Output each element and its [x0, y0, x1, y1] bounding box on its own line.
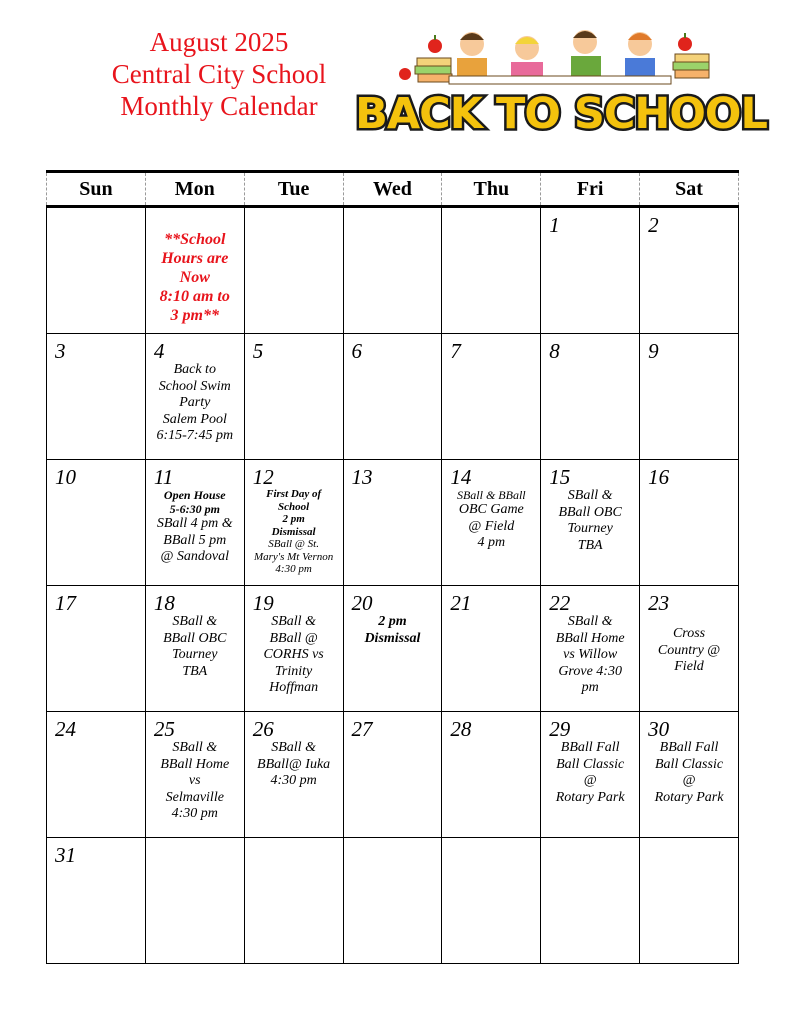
- day-cell-empty: [145, 838, 244, 964]
- day-cell-14: [442, 460, 541, 586]
- date-number: 2: [648, 213, 659, 237]
- day-cell-24: [47, 712, 146, 838]
- day-cell-28: [442, 712, 541, 838]
- day-cell-18: [145, 586, 244, 712]
- event-fall-classic: [642, 740, 736, 806]
- event-line: Ball Classic: [655, 756, 724, 772]
- event-line: BBall@ Iuka: [257, 756, 331, 772]
- date-number: 10: [55, 465, 76, 489]
- date-number: 28: [450, 717, 472, 741]
- week-row-1: [47, 207, 739, 334]
- event-line: Grove 4:30: [558, 663, 622, 679]
- event-line: vs: [188, 773, 201, 788]
- title-calendar: Monthly Calendar: [120, 91, 318, 121]
- event-line: Field: [674, 659, 704, 674]
- event-line: SBall @ St.: [268, 538, 319, 550]
- event-open-house: [148, 488, 242, 566]
- weekday-thu: Thu: [442, 172, 541, 207]
- event-line: Party: [179, 395, 211, 410]
- day-cell-29: [541, 712, 640, 838]
- event-line: 6:15-7:45 pm: [156, 428, 234, 443]
- event-line: 4:30 pm: [171, 806, 218, 821]
- day-cell-empty: [343, 838, 442, 964]
- date-number: 22: [549, 591, 571, 615]
- event-line: Selmaville: [165, 789, 224, 805]
- date-number: 8: [549, 339, 560, 363]
- event-line: SBall &: [271, 740, 316, 755]
- event-line: School: [278, 500, 310, 513]
- date-number: 26: [252, 717, 274, 741]
- day-cell-empty: [640, 838, 739, 964]
- weekday-sat: Sat: [640, 172, 739, 207]
- event-line: SBall 4 pm &: [156, 516, 233, 531]
- day-cell-9: [640, 334, 739, 460]
- event-line: 2 pm: [378, 614, 407, 629]
- event-swim-party: [148, 362, 242, 445]
- date-number: 11: [153, 465, 174, 489]
- day-cell-27: [343, 712, 442, 838]
- event-line: Mary's Mt Vernon: [253, 550, 334, 563]
- note-line: Now: [179, 269, 210, 286]
- event-line: @ Field: [468, 518, 515, 534]
- weekday-fri: Fri: [541, 172, 640, 207]
- event-line: Open House: [163, 488, 226, 502]
- weekday-sun: Sun: [47, 172, 146, 207]
- note-line: **School: [164, 231, 226, 248]
- kids-reading-icon: [449, 30, 671, 84]
- day-cell-8: [541, 334, 640, 460]
- date-number: 1: [549, 213, 560, 237]
- day-cell-empty: [442, 838, 541, 964]
- event-line: @: [682, 773, 696, 788]
- date-number: 23: [648, 591, 670, 615]
- event-line: TBA: [577, 537, 603, 553]
- books-left-icon: [399, 35, 452, 82]
- date-number: 13: [351, 465, 373, 489]
- event-line: 4:30 pm: [275, 563, 312, 575]
- day-cell-21: [442, 586, 541, 712]
- event-line: BBall OBC: [558, 504, 622, 520]
- day-cell-empty: [442, 207, 541, 334]
- week-row-6: [47, 838, 739, 964]
- day-cell-4: [145, 334, 244, 460]
- day-cell-5: [244, 334, 343, 460]
- day-cell-23: [640, 586, 739, 712]
- date-number: 3: [55, 339, 66, 363]
- event-line: OBC Game: [458, 502, 524, 517]
- event-fall-classic: [543, 740, 637, 806]
- week-row-2: [47, 334, 739, 460]
- note-line: 3 pm**: [170, 307, 219, 324]
- title-school: Central City School: [111, 59, 327, 89]
- event-line: Dismissal: [271, 525, 316, 538]
- weekday-tue: Tue: [244, 172, 343, 207]
- day-cell-30: [640, 712, 739, 838]
- event-line: Dismissal: [364, 630, 421, 646]
- day-cell-3: [47, 334, 146, 460]
- event-line: vs Willow: [563, 647, 618, 662]
- date-number: 6: [351, 339, 363, 363]
- event-line: SBall &: [172, 614, 218, 629]
- event-line: Country @: [657, 642, 721, 658]
- day-cell-empty: [244, 207, 343, 334]
- day-cell-2: [640, 207, 739, 334]
- event-corhs-game: [247, 614, 341, 697]
- day-cell-12: [244, 460, 343, 586]
- school-hours-note: [148, 230, 242, 325]
- date-number: 19: [252, 591, 274, 615]
- day-cell-6: [343, 334, 442, 460]
- date-number: 20: [351, 591, 373, 615]
- event-line: Rotary Park: [555, 789, 625, 805]
- day-cell-empty: [244, 838, 343, 964]
- event-line: SBall &: [567, 488, 613, 503]
- day-cell-7: [442, 334, 541, 460]
- event-line: SBall &: [172, 740, 218, 755]
- day-cell-25: [145, 712, 244, 838]
- event-line: 5-6:30 pm: [169, 502, 220, 516]
- day-cell-1: [541, 207, 640, 334]
- event-cross-country: [642, 626, 736, 676]
- event-obc-game: [444, 488, 538, 552]
- event-line: Tourney: [567, 521, 613, 536]
- date-number: 5: [252, 339, 264, 363]
- week-row-3: [47, 460, 739, 586]
- week-row-5: [47, 712, 739, 838]
- event-line: BBall OBC: [163, 630, 227, 646]
- day-cell-13: [343, 460, 442, 586]
- event-line: Rotary Park: [654, 789, 724, 805]
- back-to-school-banner: [355, 22, 767, 142]
- books-right-icon: [673, 33, 709, 78]
- event-line: BBall Home: [555, 630, 625, 646]
- event-obc-tourney: [543, 488, 637, 554]
- date-number: 18: [153, 591, 175, 615]
- day-cell-17: [47, 586, 146, 712]
- note-line: Hours are: [161, 250, 229, 267]
- date-number: 25: [153, 717, 175, 741]
- event-line: SBall &: [567, 614, 613, 629]
- week-row-4: [47, 586, 739, 712]
- date-number: 31: [55, 843, 76, 867]
- date-number: 15: [549, 465, 571, 489]
- day-cell-empty: [47, 207, 146, 334]
- date-number: 24: [55, 717, 76, 741]
- event-line: Salem Pool: [162, 411, 227, 427]
- day-cell-19: [244, 586, 343, 712]
- day-cell-11: [145, 460, 244, 586]
- event-line: 4:30 pm: [270, 773, 317, 788]
- event-iuka-game: [247, 740, 341, 790]
- calendar-title: [80, 26, 358, 122]
- day-cell-22: [541, 586, 640, 712]
- weekday-mon: Mon: [145, 172, 244, 207]
- event-line: Back to: [173, 362, 216, 377]
- banner-lettering: [355, 89, 767, 139]
- weekday-header-row: [47, 172, 739, 207]
- event-line: BBall Home: [160, 756, 230, 772]
- date-number: 4: [153, 339, 165, 363]
- date-number: 14: [450, 465, 472, 489]
- day-cell-15: [541, 460, 640, 586]
- event-line: BBall @: [269, 630, 318, 646]
- event-line: TBA: [182, 663, 208, 679]
- event-line: SBall &: [271, 614, 316, 629]
- day-cell-empty: [541, 838, 640, 964]
- event-line: Cross: [672, 626, 706, 641]
- event-line: School Swim: [158, 378, 231, 394]
- event-line: SBall & BBall: [456, 488, 526, 502]
- svg-text:BACK TO SCHOOL: BACK TO SCHOOL: [355, 89, 767, 139]
- date-number: 17: [55, 591, 76, 615]
- date-number: 30: [648, 717, 670, 741]
- title-month: August 2025: [149, 27, 289, 57]
- event-line: Hoffman: [269, 680, 319, 695]
- event-line: @: [583, 773, 597, 788]
- date-number: 9: [648, 339, 659, 363]
- event-early-dismissal: [346, 614, 440, 647]
- event-line: Trinity: [274, 663, 313, 679]
- day-cell-16: [640, 460, 739, 586]
- event-line: pm: [581, 680, 599, 695]
- date-number: 7: [450, 339, 461, 363]
- event-willow-grove-game: [543, 614, 637, 697]
- day-cell-20: [343, 586, 442, 712]
- event-line: BBall Fall: [560, 740, 620, 755]
- day-cell-26: [244, 712, 343, 838]
- event-line: Ball Classic: [556, 756, 625, 772]
- date-number: 27: [351, 717, 373, 741]
- date-number: 16: [648, 465, 670, 489]
- event-line: 2 pm: [282, 513, 305, 525]
- event-obc-tourney: [148, 614, 242, 680]
- event-selmaville-game: [148, 740, 242, 823]
- event-line: CORHS vs: [263, 647, 324, 662]
- weekday-wed: Wed: [343, 172, 442, 207]
- day-cell-10: [47, 460, 146, 586]
- calendar-grid: [46, 170, 739, 964]
- event-line: BBall Fall: [659, 740, 719, 755]
- date-number: 29: [549, 717, 571, 741]
- date-number: 21: [450, 591, 472, 615]
- event-first-day: [247, 488, 341, 576]
- date-number: 12: [252, 465, 274, 489]
- note-line: 8:10 am to: [159, 288, 230, 305]
- day-cell-empty: [343, 207, 442, 334]
- event-line: 4 pm: [477, 535, 506, 550]
- school-hours-note-cell: [145, 207, 244, 334]
- event-line: First Day of: [266, 488, 322, 500]
- event-line: Tourney: [172, 647, 218, 662]
- event-line: BBall 5 pm: [163, 532, 227, 548]
- day-cell-31: [47, 838, 146, 964]
- event-line: @ Sandoval: [160, 549, 229, 564]
